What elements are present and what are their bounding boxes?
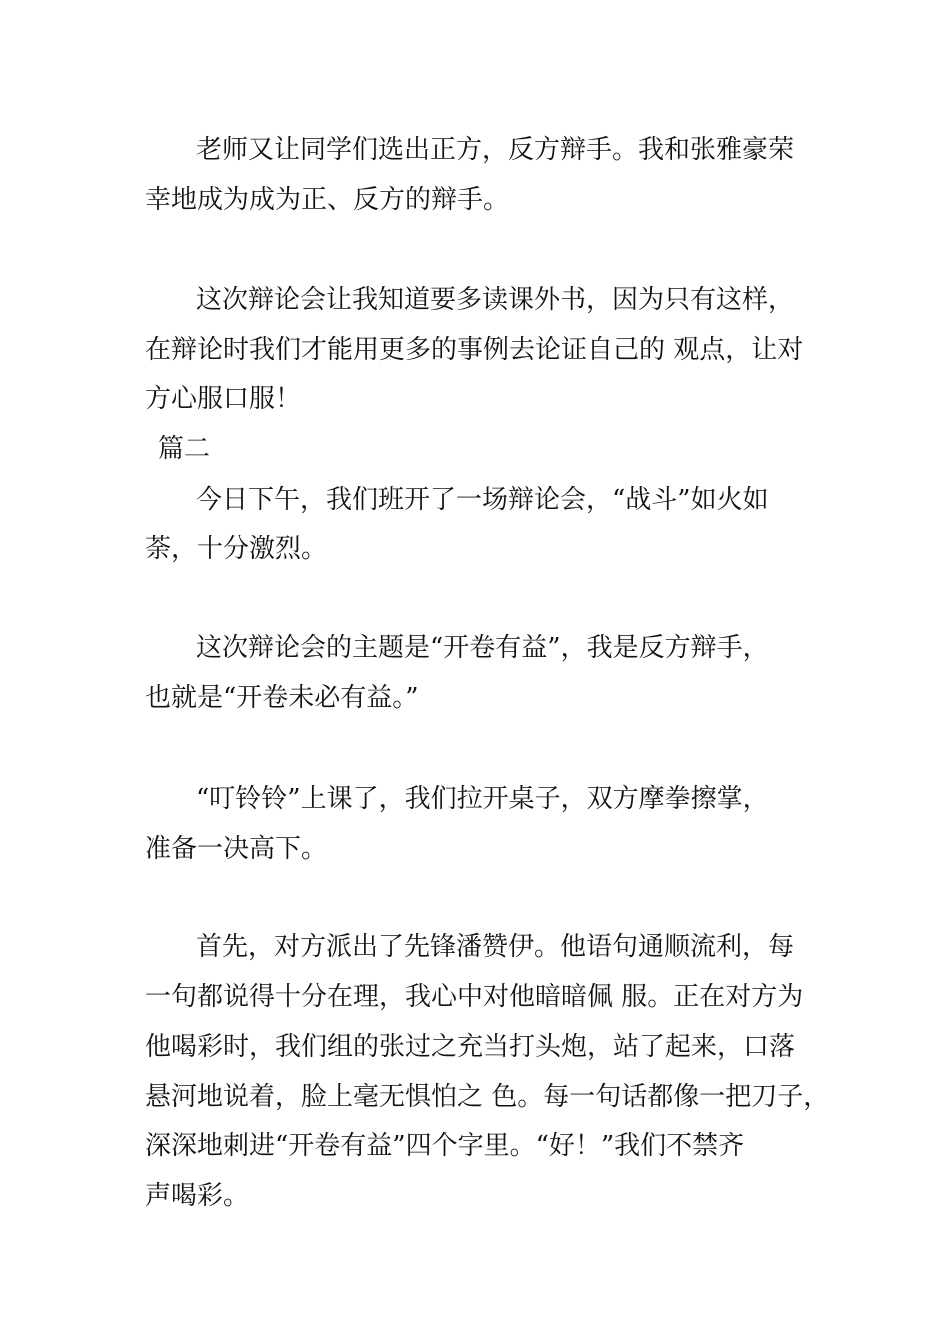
paragraph-4-line-2: 也就是“开卷未必有益。” bbox=[145, 683, 419, 713]
section-heading: 篇二 bbox=[158, 434, 211, 464]
paragraph-1-line-2: 幸地成为成为正、反方的辩手。 bbox=[145, 185, 510, 215]
paragraph-5-line-2: 准备一决高下。 bbox=[145, 834, 328, 864]
paragraph-6-line-6: 声喝彩。 bbox=[145, 1181, 250, 1211]
paragraph-4-line-1: 这次辩论会的主题是“开卷有益”，我是反方辩手， bbox=[196, 633, 769, 663]
paragraph-6-line-1: 首先，对方派出了先锋潘赞伊。他语句通顺流利，每 bbox=[196, 932, 795, 962]
paragraph-2-line-1: 这次辩论会让我知道要多读课外书，因为只有这样， bbox=[196, 285, 795, 315]
paragraph-2-line-2: 在辩论时我们才能用更多的事例去论证自己的 观点，让对 bbox=[145, 335, 804, 365]
paragraph-6-line-4: 悬河地说着，脸上毫无惧怕之 色。每一句话都像一把刀子， bbox=[145, 1082, 830, 1112]
paragraph-6-line-2: 一句都说得十分在理，我心中对他暗暗佩 服。正在对方为 bbox=[145, 982, 804, 1012]
paragraph-2-line-3: 方心服口服！ bbox=[145, 384, 302, 414]
paragraph-3-line-2: 荼，十分激烈。 bbox=[145, 534, 328, 564]
paragraph-1-line-1: 老师又让同学们选出正方，反方辩手。我和张雅豪荣 bbox=[196, 135, 795, 165]
paragraph-5-line-1: “叮铃铃”上课了，我们拉开桌子，双方摩拳擦掌， bbox=[196, 784, 769, 814]
paragraph-6-line-3: 他喝彩时，我们组的张过之充当打头炮，站了起来，口落 bbox=[145, 1032, 796, 1062]
paragraph-6-line-5: 深深地刺进“开卷有益”四个字里。“好！”我们不禁齐 bbox=[145, 1131, 745, 1161]
paragraph-3-line-1: 今日下午，我们班开了一场辩论会，“战斗”如火如 bbox=[196, 485, 769, 515]
